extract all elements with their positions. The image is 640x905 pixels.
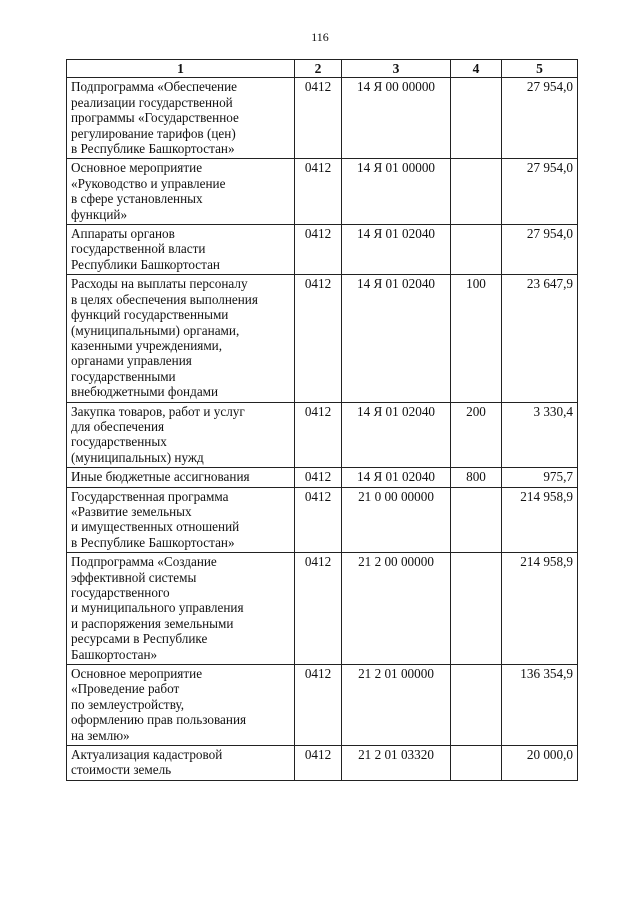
row-name-line: государственными xyxy=(71,368,176,384)
row-name-line: эффективной системы xyxy=(71,569,197,585)
row-code-cell: 14 Я 01 02040 xyxy=(342,225,451,275)
row-name-cell xyxy=(67,78,295,159)
row-name-line: для обеспечения xyxy=(71,418,165,434)
row-type-cell xyxy=(451,159,502,225)
table-row xyxy=(67,275,578,402)
row-name-line: «Руководство и управление xyxy=(71,175,226,191)
row-name-line: регулирование тарифов (цен) xyxy=(71,125,236,141)
table-row xyxy=(67,78,578,159)
row-name-line: в сфере установленных xyxy=(71,191,203,207)
row-section-cell: 0412 xyxy=(295,275,342,402)
row-amount-cell: 23 647,9 xyxy=(502,275,578,402)
row-section-cell: 0412 xyxy=(295,225,342,275)
row-name-line: Расходы на выплаты персоналу xyxy=(71,276,248,292)
row-name-line: программы «Государственное xyxy=(71,110,239,126)
row-code-cell: 21 2 01 00000 xyxy=(342,665,451,746)
header-col-2: 2 xyxy=(295,60,342,78)
row-name-line: в Республике Башкортостан» xyxy=(71,141,235,157)
row-section-cell: 0412 xyxy=(295,78,342,159)
row-amount-cell: 20 000,0 xyxy=(502,746,578,781)
row-name-line: Закупка товаров, работ и услуг xyxy=(71,403,245,419)
row-section-cell: 0412 xyxy=(295,553,342,665)
row-name-line: Основное мероприятие xyxy=(71,160,203,176)
row-name-line: государственной власти xyxy=(71,241,206,257)
row-section-cell: 0412 xyxy=(295,402,342,468)
row-name-line: в Республике Башкортостан» xyxy=(71,534,235,550)
row-name-line: государственного xyxy=(71,585,170,600)
row-name-line: стоимости земель xyxy=(71,762,172,778)
row-section-cell: 0412 xyxy=(295,159,342,225)
row-name-line: по землеустройству, xyxy=(71,696,185,712)
table-row xyxy=(67,402,578,468)
table-header xyxy=(67,60,578,78)
row-name-line: казенными учреждениями, xyxy=(71,337,223,353)
row-section-cell: 0412 xyxy=(295,746,342,781)
row-code-cell: 14 Я 01 02040 xyxy=(342,402,451,468)
row-section-cell: 0412 xyxy=(295,468,342,487)
row-name-line: Республики Башкортостан xyxy=(71,256,220,272)
row-name-cell xyxy=(67,402,295,468)
row-type-cell: 800 xyxy=(451,468,502,487)
row-name-line: функций» xyxy=(71,206,128,222)
row-name-line: Башкортостан» xyxy=(71,646,158,662)
row-code-cell: 21 2 00 00000 xyxy=(342,553,451,665)
row-type-cell xyxy=(451,78,502,159)
row-name-line: органами управления xyxy=(71,353,192,369)
row-name-cell xyxy=(67,468,295,487)
row-name-cell xyxy=(67,275,295,402)
row-type-cell xyxy=(451,746,502,781)
header-col-5: 5 xyxy=(502,60,578,78)
row-name-line: ресурсами в Республике xyxy=(71,631,208,647)
row-name-line: Аппараты органов xyxy=(71,226,175,242)
row-name-line: Основное мероприятие xyxy=(71,666,203,682)
table-row xyxy=(67,487,578,553)
row-code-cell: 14 Я 00 00000 xyxy=(342,78,451,159)
row-amount-cell: 3 330,4 xyxy=(502,402,578,468)
table-row xyxy=(67,553,578,665)
row-name-cell xyxy=(67,746,295,781)
row-name-line: Актуализация кадастровой xyxy=(71,747,223,763)
row-name-cell xyxy=(67,225,295,275)
row-code-cell: 21 2 01 03320 xyxy=(342,746,451,781)
table-row xyxy=(67,159,578,225)
row-amount-cell: 214 958,9 xyxy=(502,553,578,665)
row-name-line: Иные бюджетные ассигнования xyxy=(71,469,250,485)
row-name-line: и имущественных отношений xyxy=(71,519,240,535)
table-row xyxy=(67,468,578,487)
header-col-1: 1 xyxy=(67,60,295,78)
row-name-line: на землю» xyxy=(71,727,130,743)
row-type-cell: 100 xyxy=(451,275,502,402)
row-amount-cell: 975,7 xyxy=(502,468,578,487)
row-type-cell xyxy=(451,665,502,746)
row-amount-cell: 27 954,0 xyxy=(502,225,578,275)
row-name-cell xyxy=(67,159,295,225)
row-name-line: и распоряжения земельными xyxy=(71,615,234,631)
row-name-line: Подпрограмма «Обеспечение xyxy=(71,79,238,95)
row-name-cell xyxy=(67,553,295,665)
row-name-line: Подпрограмма «Создание xyxy=(71,554,217,570)
row-amount-cell: 27 954,0 xyxy=(502,78,578,159)
row-name-line: «Проведение работ xyxy=(71,681,180,697)
row-name-line: «Развитие земельных xyxy=(71,503,192,519)
row-name-line: Государственная программа xyxy=(71,488,229,504)
header-col-4: 4 xyxy=(451,60,502,78)
row-name-cell xyxy=(67,487,295,553)
row-type-cell: 200 xyxy=(451,402,502,468)
row-code-cell: 21 0 00 00000 xyxy=(342,487,451,553)
row-name-line: функций государственными xyxy=(71,307,229,323)
row-amount-cell: 27 954,0 xyxy=(502,159,578,225)
header-col-3: 3 xyxy=(342,60,451,78)
table-row xyxy=(67,746,578,781)
row-name-line: внебюджетными фондами xyxy=(71,384,219,400)
table-row xyxy=(67,225,578,275)
row-name-line: (муниципальных) нужд xyxy=(71,449,204,465)
row-name-line: оформлению прав пользования xyxy=(71,712,247,728)
row-section-cell: 0412 xyxy=(295,487,342,553)
row-name-line: государственных xyxy=(71,434,167,450)
row-amount-cell: 136 354,9 xyxy=(502,665,578,746)
row-section-cell: 0412 xyxy=(295,665,342,746)
row-name-cell xyxy=(67,665,295,746)
header-row xyxy=(67,60,578,78)
row-type-cell xyxy=(451,553,502,665)
row-name-line: (муниципальными) органами, xyxy=(71,322,240,338)
row-type-cell xyxy=(451,487,502,553)
row-type-cell xyxy=(451,225,502,275)
table-body xyxy=(67,78,578,780)
budget-table xyxy=(66,59,578,781)
table-row xyxy=(67,665,578,746)
row-code-cell: 14 Я 01 02040 xyxy=(342,468,451,487)
row-amount-cell: 214 958,9 xyxy=(502,487,578,553)
row-code-cell: 14 Я 01 02040 xyxy=(342,275,451,402)
row-name-line: в целях обеспечения выполнения xyxy=(71,291,258,307)
row-code-cell: 14 Я 01 00000 xyxy=(342,159,451,225)
row-name-line: реализации государственной xyxy=(71,94,233,110)
row-name-line: и муниципального управления xyxy=(71,600,244,616)
page-number: 116 xyxy=(311,30,329,44)
